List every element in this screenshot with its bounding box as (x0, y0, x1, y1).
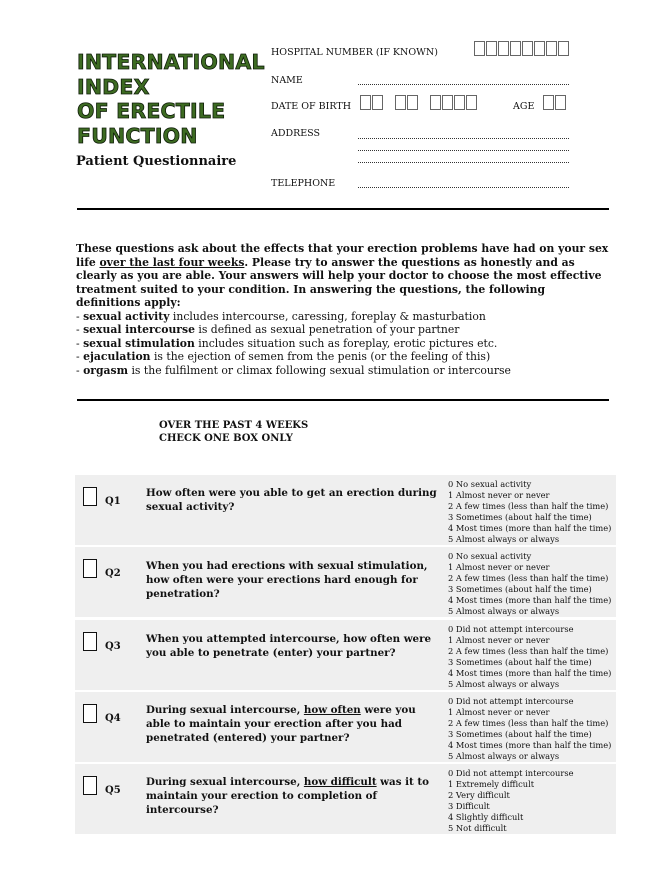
answer-option: 4 Slightly difficult (448, 811, 524, 822)
answer-checkbox[interactable] (83, 776, 97, 795)
answer-option: 4 Most times (more than half the time) (448, 739, 612, 750)
answer-checkbox[interactable] (83, 559, 97, 578)
answer-option: 2 A few times (less than half the time) (448, 572, 609, 583)
hospital-number-label: HOSPITAL NUMBER (IF KNOWN) (271, 47, 438, 58)
answer-option: 2 A few times (less than half the time) (448, 645, 609, 656)
answer-option: 3 Sometimes (about half the time) (448, 728, 592, 739)
address-line-3[interactable] (358, 162, 569, 163)
definition-item: - orgasm is the fulfilment or climax following sexual stimulation or intercourse (76, 363, 511, 377)
name-field[interactable] (358, 84, 569, 85)
answer-option: 2 Very difficult (448, 789, 510, 800)
answer-option: 2 A few times (less than half the time) (448, 500, 609, 511)
intro-paragraph (76, 242, 611, 310)
definition-text: includes intercourse, caressing, foreplay & masturbation (169, 310, 486, 323)
address-line-1[interactable] (358, 138, 569, 139)
definition-text: is defined as sexual penetration of your partner (194, 323, 460, 337)
answer-option: 4 Most times (more than half the time) (448, 594, 612, 605)
instruction-check-one: CHECK ONE BOX ONLY (159, 433, 293, 444)
dob-year-boxes[interactable] (430, 95, 478, 110)
dob-month-boxes[interactable] (395, 95, 419, 110)
question-text-part: During sexual intercourse, (146, 776, 304, 788)
answer-option: 0 Did not attempt intercourse (448, 768, 574, 778)
answer-option: 5 Not difficult (448, 822, 507, 833)
answer-options (448, 624, 611, 689)
definition-term: ejaculation (83, 350, 151, 364)
name-label: NAME (271, 75, 303, 86)
divider-top (77, 208, 609, 210)
answer-option: 4 Most times (more than half the time) (448, 667, 612, 678)
form-title (77, 50, 265, 148)
dob-day-boxes[interactable] (360, 95, 384, 110)
definition-item: - sexual intercourse is defined as sexual penetration of your partner (76, 323, 460, 337)
question-number: Q3 (105, 641, 121, 652)
definition-text: is the ejection of semen from the penis (or the feeling of this) (150, 350, 491, 364)
question-text-part: When you attempted intercourse, how often were you able to penetrate (enter) your partner? (146, 633, 432, 659)
address-line-2[interactable] (358, 150, 569, 151)
definition-text: includes situation such as foreplay, erotic pictures etc. (194, 336, 498, 350)
definition-term: sexual activity (83, 310, 170, 323)
answer-option: 3 Sometimes (about half the time) (448, 583, 592, 594)
question-row (75, 620, 616, 690)
question-row (75, 692, 616, 762)
question-number: Q4 (105, 713, 121, 724)
answer-option: 0 No sexual activity (448, 479, 532, 489)
answer-option: 1 Almost never or never (448, 561, 550, 572)
question-row (75, 764, 616, 834)
subtitle: Patient Questionnaire (76, 154, 237, 169)
question-text-part: During sexual intercourse, (146, 704, 304, 716)
divider-middle (77, 399, 609, 401)
question-row (75, 475, 616, 545)
intro-emphasis: over the last four weeks (99, 255, 245, 269)
question-emphasis: how often (303, 704, 361, 716)
age-label: AGE (513, 101, 535, 112)
answer-options (448, 696, 611, 761)
address-label: ADDRESS (271, 128, 321, 139)
answer-option: 5 Almost always or always (448, 750, 560, 761)
telephone-label: TELEPHONE (271, 178, 336, 189)
question-number: Q2 (105, 568, 121, 579)
answer-option: 4 Most times (more than half the time) (448, 522, 612, 533)
instruction-period: OVER THE PAST 4 WEEKS (159, 420, 309, 431)
dob-label: DATE OF BIRTH (271, 101, 351, 112)
question-text (146, 775, 438, 817)
question-text-part: was it to maintain your erection to completion of intercourse? (146, 776, 429, 816)
answer-options (448, 768, 573, 833)
intro-text-start: These questions ask about the effects that your erection problems have had on your sex life (76, 242, 609, 269)
answer-checkbox[interactable] (83, 632, 97, 651)
answer-option: 3 Difficult (448, 800, 490, 811)
answer-option: 1 Almost never or never (448, 489, 550, 500)
answer-checkbox[interactable] (83, 704, 97, 723)
answer-option: 1 Almost never or never (448, 634, 550, 645)
question-text-part: When you had erections with sexual stimulation, how often were your erections hard enough for penetration? (146, 560, 428, 600)
answer-option: 3 Sometimes (about half the time) (448, 656, 592, 667)
question-text-part: were you able to maintain your erection after you had penetrated (entered) your partner? (146, 704, 416, 744)
question-text-part: How often were you able to get an erection during sexual activity? (146, 487, 437, 513)
definition-term: sexual intercourse (83, 323, 195, 337)
answer-option: 0 Did not attempt intercourse (448, 696, 574, 706)
hospital-number-boxes[interactable] (474, 41, 570, 56)
question-number: Q5 (105, 785, 121, 796)
definition-text: is the fulfilment or climax following sexual stimulation or intercourse (128, 363, 511, 377)
answer-option: 3 Sometimes (about half the time) (448, 511, 592, 522)
answer-option: 5 Almost always or always (448, 678, 560, 689)
definition-item: - ejaculation is the ejection of semen from the penis (or the feeling of this) (76, 350, 491, 364)
definition-term: sexual stimulation (83, 336, 195, 350)
answer-options (448, 479, 611, 544)
question-text (146, 486, 438, 514)
title-line-2: INDEX (77, 74, 150, 99)
answer-option: 0 Did not attempt intercourse (448, 624, 574, 634)
answer-option: 0 No sexual activity (448, 551, 532, 561)
title-line-4: FUNCTION (77, 123, 198, 148)
answer-options (448, 551, 611, 616)
instructions (159, 419, 308, 445)
answer-option: 1 Almost never or never (448, 706, 550, 717)
question-text (146, 703, 438, 745)
question-row (75, 547, 616, 617)
title-line-3: OF ERECTILE (77, 99, 226, 123)
telephone-field[interactable] (358, 187, 569, 188)
definition-item: - sexual activity includes intercourse, caressing, foreplay & masturbation (76, 310, 486, 323)
age-boxes[interactable] (543, 95, 567, 110)
answer-option: 2 A few times (less than half the time) (448, 717, 609, 728)
definition-item: - sexual stimulation includes situation such as foreplay, erotic pictures etc. (76, 336, 498, 350)
question-emphasis: how difficult (303, 776, 377, 788)
definition-term: orgasm (83, 363, 129, 377)
title-line-1: INTERNATIONAL (77, 50, 265, 74)
answer-checkbox[interactable] (83, 487, 97, 506)
answer-option: 5 Almost always or always (448, 605, 560, 616)
question-text (146, 632, 438, 660)
question-number: Q1 (105, 496, 121, 507)
question-text (146, 559, 438, 601)
intro-text-end: . Please try to answer the questions as honestly and as clearly as you are able. Your answers will help your doctor to choose the most effective treatment suited to your condition. In answering the questions, the following definitions apply: (76, 255, 602, 310)
answer-option: 1 Extremely difficult (448, 778, 535, 789)
definitions-list (76, 310, 616, 377)
answer-option: 5 Almost always or always (448, 533, 560, 544)
